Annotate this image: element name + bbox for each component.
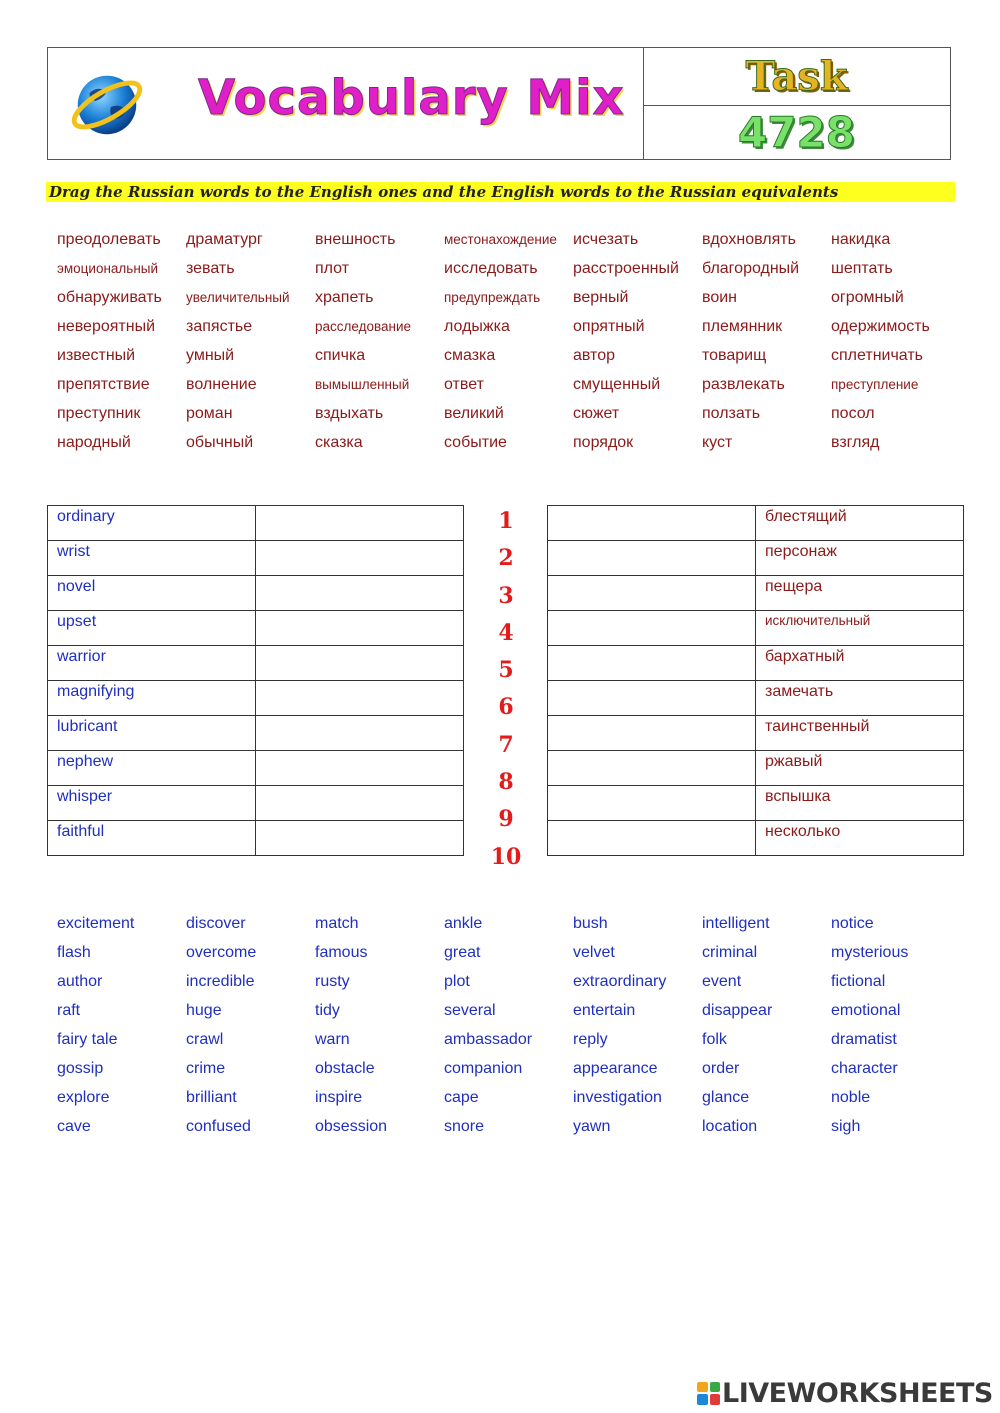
instruction-banner: Drag the Russian words to the English ones and the English words to the Russian equivalents (46, 182, 955, 202)
russian-word-cell: вспышка (756, 786, 964, 821)
russian-word-tile[interactable]: товарищ (702, 347, 767, 364)
row-number: 3 (498, 582, 514, 609)
english-word-tile[interactable]: crawl (186, 1031, 224, 1048)
english-word-tile[interactable]: rusty (315, 973, 350, 990)
english-word-cell: ordinary (48, 506, 256, 541)
russian-word-tile[interactable]: расстроенный (573, 260, 679, 277)
page-title: Vocabulary Mix (198, 70, 625, 126)
table-row (48, 611, 464, 646)
russian-word-tile[interactable]: преступление (831, 377, 919, 392)
russian-word-tile[interactable]: племянник (702, 318, 783, 335)
russian-match-table (547, 505, 964, 856)
english-word-cell: wrist (48, 541, 256, 576)
russian-word-tile[interactable]: смазка (444, 347, 496, 364)
english-word-tile[interactable]: cave (57, 1118, 91, 1135)
russian-word-tile[interactable]: плот (315, 260, 350, 277)
russian-drop-zone[interactable] (256, 786, 464, 821)
russian-word-tile[interactable]: запястье (186, 318, 253, 335)
russian-word-cell: блестящий (756, 506, 964, 541)
table-row (548, 786, 964, 821)
russian-drop-zone[interactable] (256, 681, 464, 716)
english-word-tile[interactable]: glance (702, 1089, 750, 1106)
english-word-tile[interactable]: obsession (315, 1118, 388, 1135)
russian-word-tile[interactable]: местонахождение (444, 232, 557, 247)
table-row (548, 716, 964, 751)
table-row (548, 541, 964, 576)
english-word-tile[interactable]: famous (315, 944, 368, 961)
table-row (48, 751, 464, 786)
english-drop-zone[interactable] (548, 506, 756, 541)
russian-word-tile[interactable]: вздыхать (315, 405, 384, 422)
russian-drop-zone[interactable] (256, 576, 464, 611)
russian-word-tile[interactable]: увеличительный (186, 290, 290, 305)
russian-word-tile[interactable]: сплетничать (831, 347, 924, 364)
english-word-tile[interactable]: appearance (573, 1060, 658, 1077)
english-word-tile[interactable]: gossip (57, 1060, 104, 1077)
english-word-tile[interactable]: huge (186, 1002, 222, 1019)
table-row (548, 681, 964, 716)
english-word-tile[interactable]: raft (57, 1002, 81, 1019)
english-word-tile[interactable]: fictional (831, 973, 886, 990)
table-row (48, 716, 464, 751)
english-word-tile[interactable]: plot (444, 973, 470, 990)
row-number: 9 (498, 806, 514, 833)
table-row (48, 506, 464, 541)
russian-word-tile[interactable]: ползать (702, 405, 761, 422)
russian-word-cell: таинственный (756, 716, 964, 751)
english-drop-zone[interactable] (548, 751, 756, 786)
russian-drop-zone[interactable] (256, 751, 464, 786)
english-word-tile[interactable]: disappear (702, 1002, 773, 1019)
table-row (48, 541, 464, 576)
header (47, 47, 951, 160)
english-word-tile[interactable]: companion (444, 1060, 523, 1077)
row-number: 2 (498, 545, 514, 572)
task-number: 4728 (738, 107, 855, 157)
russian-word-tile[interactable]: эмоциональный (57, 261, 159, 276)
russian-word-tile[interactable]: развлекать (702, 376, 785, 393)
english-word-cell: whisper (48, 786, 256, 821)
russian-word-tile[interactable]: накидка (831, 231, 891, 248)
russian-word-tile[interactable]: смущенный (573, 376, 661, 393)
russian-word-tile[interactable]: известный (57, 347, 136, 364)
row-numbers (482, 505, 530, 878)
russian-word-tile[interactable]: предупреждать (444, 290, 541, 305)
russian-word-tile[interactable]: умный (186, 347, 235, 364)
russian-word-tile[interactable]: внешность (315, 231, 396, 248)
english-word-tile[interactable]: discover (186, 915, 246, 932)
russian-word-cell: бархатный (756, 646, 964, 681)
english-word-tile[interactable]: incredible (186, 973, 255, 990)
russian-drop-zone[interactable] (256, 506, 464, 541)
english-word-tile[interactable]: character (831, 1060, 898, 1077)
russian-word-tile[interactable]: исследовать (444, 260, 538, 277)
english-word-cell: faithful (48, 821, 256, 856)
russian-word-tile[interactable]: невероятный (57, 318, 156, 335)
task-number-cell (643, 105, 950, 159)
english-word-tile[interactable]: location (702, 1118, 758, 1135)
task-label-cell (643, 48, 950, 106)
row-number: 10 (490, 843, 522, 870)
russian-word-tile[interactable]: автор (573, 347, 615, 364)
english-word-cell: nephew (48, 751, 256, 786)
english-word-tile[interactable]: reply (573, 1031, 608, 1048)
english-drop-zone[interactable] (548, 646, 756, 681)
row-number: 1 (498, 508, 514, 534)
english-word-tile[interactable]: velvet (573, 944, 615, 961)
english-word-cell: upset (48, 611, 256, 646)
table-row (548, 751, 964, 786)
table-row (48, 821, 464, 856)
english-drop-zone[interactable] (548, 681, 756, 716)
english-match-table (47, 505, 464, 856)
english-word-tile[interactable]: obstacle (315, 1060, 375, 1077)
english-drop-zone[interactable] (548, 716, 756, 751)
russian-word-tile[interactable]: обычный (186, 434, 254, 451)
table-row (48, 681, 464, 716)
logo-squares-icon (697, 1382, 720, 1405)
english-word-tile[interactable]: tidy (315, 1002, 340, 1019)
russian-word-tile[interactable]: вдохновлять (702, 231, 796, 248)
english-word-cell: lubricant (48, 716, 256, 751)
english-word-tile[interactable]: notice (831, 915, 874, 932)
english-word-tile[interactable]: order (702, 1060, 740, 1077)
english-word-bank (57, 914, 960, 1146)
russian-word-tile[interactable]: воин (702, 289, 737, 306)
english-word-tile[interactable]: great (444, 944, 481, 961)
russian-word-cell: пещера (756, 576, 964, 611)
english-word-tile[interactable]: cape (444, 1089, 479, 1106)
english-word-tile[interactable]: match (315, 915, 359, 932)
russian-drop-zone[interactable] (256, 541, 464, 576)
english-word-tile[interactable]: extraordinary (573, 973, 667, 990)
english-word-tile[interactable]: folk (702, 1031, 727, 1048)
row-number: 4 (498, 619, 514, 646)
russian-word-tile[interactable]: сюжет (573, 405, 620, 422)
russian-word-tile[interactable]: препятствие (57, 376, 150, 393)
table-row (548, 611, 964, 646)
liveworksheets-logo (697, 1378, 993, 1408)
english-word-tile[interactable]: mysterious (831, 944, 909, 961)
russian-word-cell: персонаж (756, 541, 964, 576)
english-word-tile[interactable]: event (702, 973, 742, 990)
english-word-tile[interactable]: bush (573, 915, 608, 932)
russian-word-tile[interactable]: лодыжка (444, 318, 510, 335)
row-number: 5 (498, 657, 514, 684)
russian-word-tile[interactable]: одержимость (831, 318, 930, 335)
russian-word-tile[interactable]: народный (57, 434, 131, 451)
russian-word-tile[interactable]: взгляд (831, 434, 880, 451)
russian-word-tile[interactable]: великий (444, 405, 504, 422)
brand-name: LIVEWORKSHEETS (722, 1377, 993, 1409)
table-row (548, 646, 964, 681)
english-word-cell: warrior (48, 646, 256, 681)
english-word-tile[interactable]: confused (186, 1118, 251, 1135)
english-drop-zone[interactable] (548, 821, 756, 856)
english-word-tile[interactable]: dramatist (831, 1031, 897, 1048)
task-label: Task (745, 53, 848, 100)
english-word-tile[interactable]: intelligent (702, 915, 770, 932)
english-word-tile[interactable]: criminal (702, 944, 758, 961)
russian-word-tile[interactable]: храпеть (315, 289, 374, 306)
english-word-tile[interactable]: emotional (831, 1002, 901, 1019)
english-word-tile[interactable]: fairy tale (57, 1031, 118, 1048)
russian-word-tile[interactable]: благородный (702, 260, 800, 277)
russian-word-tile[interactable]: сказка (315, 434, 363, 451)
russian-drop-zone[interactable] (256, 646, 464, 681)
russian-word-tile[interactable]: опрятный (573, 318, 645, 335)
russian-word-tile[interactable]: вымышленный (315, 377, 410, 392)
table-row (548, 506, 964, 541)
header-title-cell (48, 48, 644, 159)
russian-word-tile[interactable]: куст (702, 434, 733, 451)
table-row (48, 576, 464, 611)
english-word-tile[interactable]: noble (831, 1089, 871, 1106)
russian-word-tile[interactable]: спичка (315, 347, 366, 364)
russian-word-tile[interactable]: шептать (831, 260, 893, 277)
russian-word-tile[interactable]: расследование (315, 319, 412, 334)
english-word-tile[interactable]: author (57, 973, 103, 990)
russian-word-tile[interactable]: обнаруживать (57, 289, 162, 306)
russian-drop-zone[interactable] (256, 611, 464, 646)
russian-drop-zone[interactable] (256, 821, 464, 856)
table-row (48, 786, 464, 821)
table-row (548, 576, 964, 611)
russian-word-cell: ржавый (756, 751, 964, 786)
english-drop-zone[interactable] (548, 611, 756, 646)
russian-word-tile[interactable]: верный (573, 289, 629, 306)
english-word-tile[interactable]: yawn (573, 1118, 611, 1135)
english-word-tile[interactable]: excitement (57, 915, 135, 932)
english-word-tile[interactable]: several (444, 1002, 496, 1019)
row-number: 7 (498, 731, 514, 758)
table-row (548, 821, 964, 856)
english-drop-zone[interactable] (548, 576, 756, 611)
english-word-tile[interactable]: crime (186, 1060, 226, 1077)
english-word-tile[interactable]: ankle (444, 915, 483, 932)
russian-word-tile[interactable]: порядок (573, 434, 634, 451)
english-word-tile[interactable]: investigation (573, 1089, 662, 1106)
english-word-cell: magnifying (48, 681, 256, 716)
english-word-tile[interactable]: snore (444, 1118, 485, 1135)
russian-word-cell: несколько (756, 821, 964, 856)
english-word-tile[interactable]: brilliant (186, 1089, 237, 1106)
english-drop-zone[interactable] (548, 786, 756, 821)
row-number: 6 (498, 694, 514, 721)
russian-word-tile[interactable]: исчезать (573, 231, 639, 248)
russian-word-tile[interactable]: огромный (831, 289, 904, 306)
russian-word-tile[interactable]: роман (186, 405, 233, 422)
russian-word-tile[interactable]: событие (444, 434, 507, 451)
english-word-cell: novel (48, 576, 256, 611)
table-row (48, 646, 464, 681)
russian-word-tile[interactable]: зевать (186, 260, 235, 277)
russian-word-tile[interactable]: ответ (444, 376, 484, 393)
english-word-tile[interactable]: ambassador (444, 1031, 533, 1048)
russian-word-tile[interactable]: драматург (186, 231, 263, 248)
globe-icon (68, 64, 146, 142)
english-word-tile[interactable]: flash (57, 944, 91, 961)
row-number: 8 (498, 769, 514, 796)
english-word-tile[interactable]: sigh (831, 1118, 861, 1135)
english-word-tile[interactable]: overcome (186, 944, 257, 961)
english-word-tile[interactable]: inspire (315, 1089, 363, 1106)
russian-drop-zone[interactable] (256, 716, 464, 751)
russian-word-tile[interactable]: посол (831, 405, 875, 422)
russian-word-cell: замечать (756, 681, 964, 716)
english-word-tile[interactable]: entertain (573, 1002, 636, 1019)
english-drop-zone[interactable] (548, 541, 756, 576)
english-word-tile[interactable]: warn (315, 1031, 350, 1048)
english-word-tile[interactable]: explore (57, 1089, 110, 1106)
russian-word-tile[interactable]: преодолевать (57, 231, 161, 248)
russian-word-bank (57, 230, 960, 462)
russian-word-tile[interactable]: волнение (186, 376, 257, 393)
russian-word-tile[interactable]: преступник (57, 405, 141, 422)
russian-word-cell: исключительный (756, 611, 964, 646)
